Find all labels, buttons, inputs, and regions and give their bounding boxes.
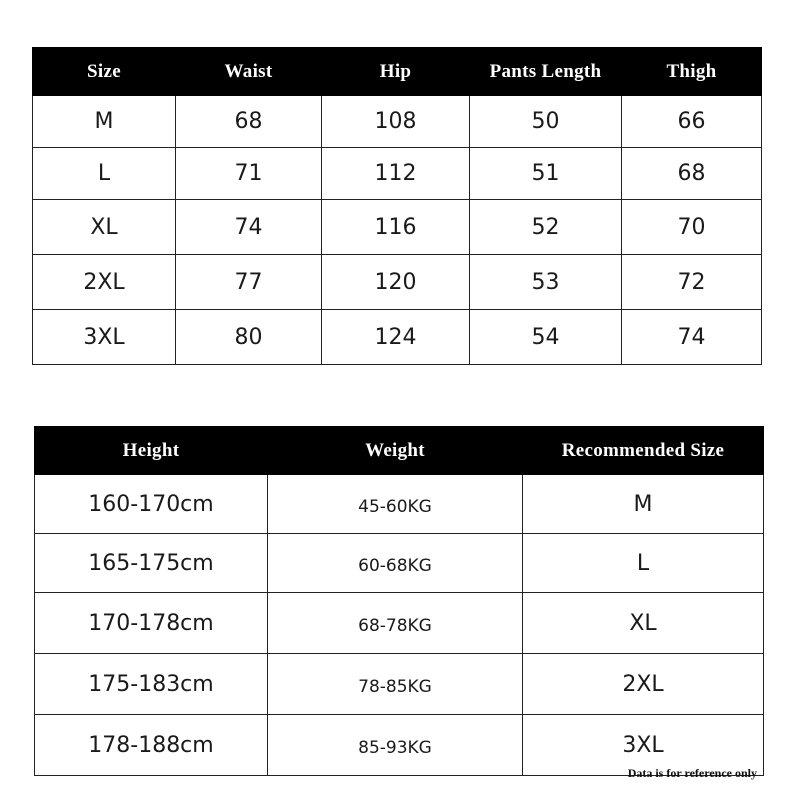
pants-length-cell: 52 (470, 200, 622, 255)
header-height: Height (35, 427, 268, 475)
pants-length-cell: 54 (470, 310, 622, 365)
size-cell: 3XL (33, 310, 176, 365)
reference-footnote: Data is for reference only (627, 766, 757, 780)
recommended-size-cell: 2XL (523, 654, 764, 715)
header-recommended-size: Recommended Size (523, 427, 764, 475)
thigh-cell: 70 (622, 200, 762, 255)
waist-cell: 80 (176, 310, 322, 365)
header-waist: Waist (176, 48, 322, 96)
hip-cell: 116 (322, 200, 470, 255)
waist-cell: 77 (176, 255, 322, 310)
thigh-cell: 72 (622, 255, 762, 310)
weight-cell: 45-60KG (268, 475, 523, 534)
thigh-cell: 66 (622, 96, 762, 148)
size-cell: 2XL (33, 255, 176, 310)
thigh-cell: 74 (622, 310, 762, 365)
header-size: Size (33, 48, 176, 96)
header-thigh: Thigh (622, 48, 762, 96)
table-row (35, 534, 764, 593)
hip-cell: 112 (322, 148, 470, 200)
header-pants-length: Pants Length (470, 48, 622, 96)
recommendation-header-row (35, 427, 764, 475)
table-row (33, 310, 762, 365)
pants-length-cell: 50 (470, 96, 622, 148)
size-chart-header-row (33, 48, 762, 96)
table-row (35, 593, 764, 654)
header-weight: Weight (268, 427, 523, 475)
table-row (33, 96, 762, 148)
table-row (35, 475, 764, 534)
recommended-size-cell: XL (523, 593, 764, 654)
header-hip: Hip (322, 48, 470, 96)
weight-cell: 78-85KG (268, 654, 523, 715)
height-cell: 160-170cm (35, 475, 268, 534)
height-cell: 178-188cm (35, 715, 268, 776)
height-cell: 175-183cm (35, 654, 268, 715)
waist-cell: 71 (176, 148, 322, 200)
height-cell: 165-175cm (35, 534, 268, 593)
table-row (33, 148, 762, 200)
recommended-size-cell: M (523, 475, 764, 534)
thigh-cell: 68 (622, 148, 762, 200)
recommended-size-cell: L (523, 534, 764, 593)
height-cell: 170-178cm (35, 593, 268, 654)
table-row (33, 255, 762, 310)
weight-cell: 85-93KG (268, 715, 523, 776)
hip-cell: 120 (322, 255, 470, 310)
pants-length-cell: 53 (470, 255, 622, 310)
size-recommendation-table (34, 426, 764, 776)
waist-cell: 74 (176, 200, 322, 255)
hip-cell: 124 (322, 310, 470, 365)
size-chart-table (32, 47, 762, 365)
size-cell: M (33, 96, 176, 148)
size-cell: L (33, 148, 176, 200)
table-row (33, 200, 762, 255)
hip-cell: 108 (322, 96, 470, 148)
weight-cell: 60-68KG (268, 534, 523, 593)
pants-length-cell: 51 (470, 148, 622, 200)
recommended-size-cell: 3XL (523, 715, 764, 776)
waist-cell: 68 (176, 96, 322, 148)
table-row (35, 654, 764, 715)
size-cell: XL (33, 200, 176, 255)
weight-cell: 68-78KG (268, 593, 523, 654)
